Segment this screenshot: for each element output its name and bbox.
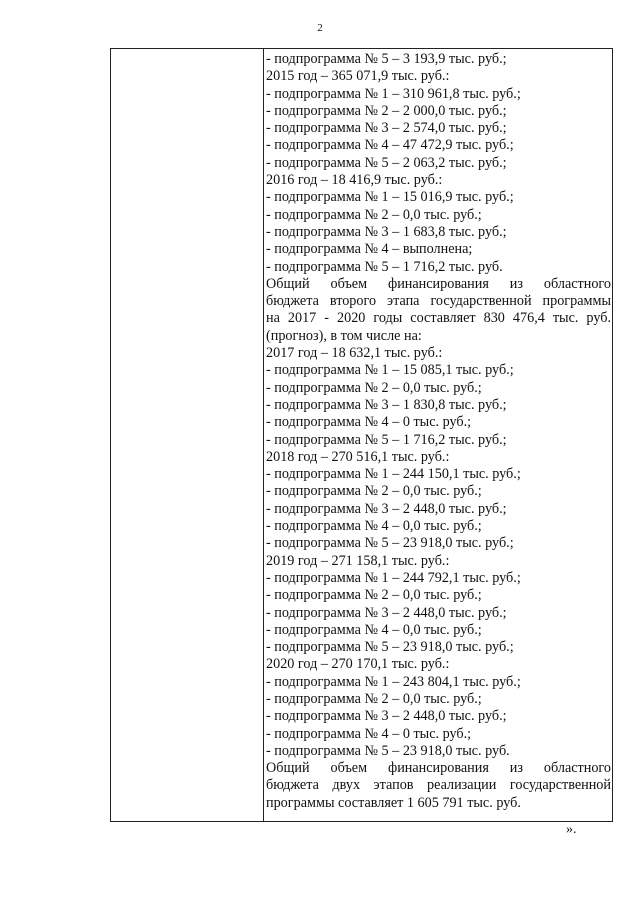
text-line: бюджета двух этапов реализации государственной — [266, 777, 611, 794]
text-line: - подпрограмма № 2 – 0,0 тыс. руб.; — [266, 690, 482, 707]
text-line: Общий объем финансирования из областного — [266, 760, 611, 777]
text-line: - подпрограмма № 3 – 2 448,0 тыс. руб.; — [266, 604, 507, 621]
text-line: - подпрограмма № 1 – 243 804,1 тыс. руб.; — [266, 673, 521, 690]
text-line: - подпрограмма № 2 – 0,0 тыс. руб.; — [266, 587, 482, 604]
text-line: - подпрограмма № 1 – 15 085,1 тыс. руб.; — [266, 362, 514, 379]
text-line: 2018 год – 270 516,1 тыс. руб.: — [266, 448, 450, 465]
text-line: бюджета второго этапа государственной программы — [266, 293, 611, 310]
text-line: - подпрограмма № 5 – 1 716,2 тыс. руб. — [266, 258, 503, 275]
text-line: - подпрограмма № 4 – выполнена; — [266, 241, 473, 258]
funding-text-cell — [266, 51, 611, 812]
text-line: - подпрограмма № 5 – 23 918,0 тыс. руб.; — [266, 535, 514, 552]
page-number: 2 — [317, 22, 323, 34]
text-line: 2019 год – 271 158,1 тыс. руб.: — [266, 552, 450, 569]
column-divider — [263, 49, 264, 821]
text-line: - подпрограмма № 4 – 0,0 тыс. руб.; — [266, 621, 482, 638]
text-line: - подпрограмма № 5 – 23 918,0 тыс. руб.; — [266, 639, 514, 656]
text-line: - подпрограмма № 5 – 3 193,9 тыс. руб.; — [266, 51, 507, 67]
text-line: - подпрограмма № 1 – 244 150,1 тыс. руб.; — [266, 466, 521, 483]
text-line: - подпрограмма № 1 – 310 961,8 тыс. руб.; — [266, 85, 521, 102]
text-line: 2015 год – 365 071,9 тыс. руб.: — [266, 68, 450, 85]
text-line: (прогноз), в том числе на: — [266, 327, 422, 344]
text-line: - подпрограмма № 5 – 23 918,0 тыс. руб. — [266, 742, 510, 759]
text-line: - подпрограмма № 4 – 47 472,9 тыс. руб.; — [266, 137, 514, 154]
text-line: - подпрограмма № 4 – 0 тыс. руб.; — [266, 414, 472, 431]
text-line: - подпрограмма № 2 – 0,0 тыс. руб.; — [266, 379, 482, 396]
text-line: - подпрограмма № 4 – 0 тыс. руб.; — [266, 725, 472, 742]
text-line: Общий объем финансирования из областного — [266, 275, 611, 292]
text-line: - подпрограмма № 2 – 0,0 тыс. руб.; — [266, 483, 482, 500]
text-line: - подпрограмма № 1 – 15 016,9 тыс. руб.; — [266, 189, 514, 206]
text-line: - подпрограмма № 3 – 2 574,0 тыс. руб.; — [266, 120, 507, 137]
text-line: - подпрограмма № 5 – 1 716,2 тыс. руб.; — [266, 431, 507, 448]
closing-quote: ». — [566, 822, 577, 837]
text-line: - подпрограмма № 4 – 0,0 тыс. руб.; — [266, 518, 482, 535]
text-line: - подпрограмма № 3 – 2 448,0 тыс. руб.; — [266, 500, 507, 517]
text-line: - подпрограмма № 3 – 2 448,0 тыс. руб.; — [266, 708, 507, 725]
text-line: - подпрограмма № 3 – 1 830,8 тыс. руб.; — [266, 396, 507, 413]
text-line: - подпрограмма № 5 – 2 063,2 тыс. руб.; — [266, 154, 507, 171]
text-line: - подпрограмма № 3 – 1 683,8 тыс. руб.; — [266, 223, 507, 240]
text-line: на 2017 - 2020 годы составляет 830 476,4 тыс. руб. — [266, 310, 611, 327]
text-line: - подпрограмма № 1 – 244 792,1 тыс. руб.; — [266, 569, 521, 586]
text-line: - подпрограмма № 2 – 2 000,0 тыс. руб.; — [266, 102, 507, 119]
text-line: 2016 год – 18 416,9 тыс. руб.: — [266, 172, 443, 189]
text-line: 2020 год – 270 170,1 тыс. руб.: — [266, 656, 450, 673]
text-line: - подпрограмма № 2 – 0,0 тыс. руб.; — [266, 206, 482, 223]
text-line: 2017 год – 18 632,1 тыс. руб.: — [266, 345, 443, 362]
program-table — [110, 48, 613, 822]
text-line: программы составляет 1 605 791 тыс. руб. — [266, 794, 521, 811]
